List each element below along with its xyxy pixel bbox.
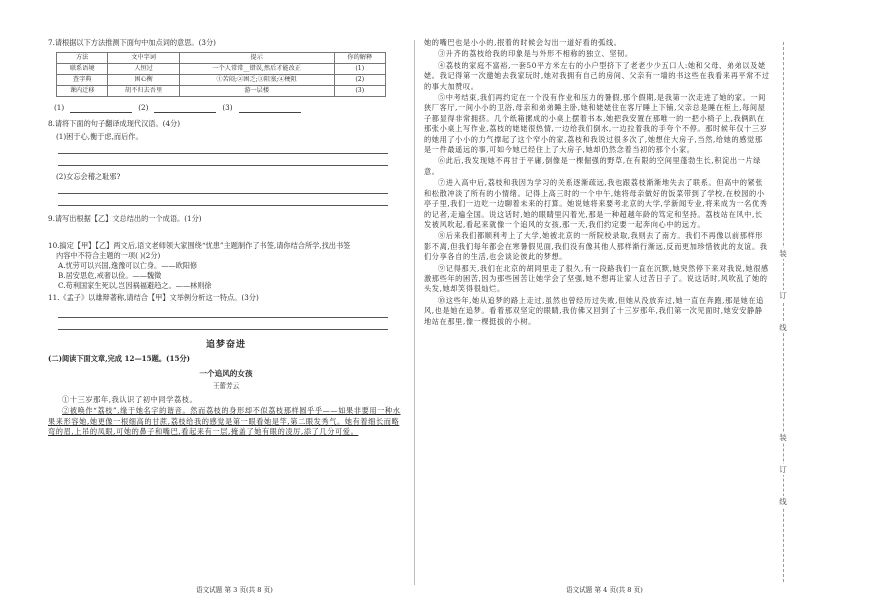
table-cell: (1) bbox=[334, 64, 385, 75]
answer-blank[interactable] bbox=[239, 104, 301, 113]
binding-word: 订 bbox=[776, 464, 790, 475]
q10-option-c: C.苟利国家生死以,岂因祸福避趋之。——林则徐 bbox=[58, 281, 212, 290]
part2-heading: (二)阅读下面文章,完成 12—15题。(15分) bbox=[48, 354, 191, 363]
binding-word: 线 bbox=[776, 322, 790, 333]
table-header-row bbox=[57, 53, 386, 64]
table-cell: 联系语境 bbox=[57, 64, 108, 75]
q10-option-b: B.居安思危,戒奢以俭。——魏徵 bbox=[58, 271, 162, 280]
left-page bbox=[48, 38, 404, 439]
right-page bbox=[424, 38, 770, 328]
table-cell: 课内迁移 bbox=[57, 86, 108, 97]
section-title: 追梦奋进 bbox=[205, 340, 246, 350]
q10-stem: 10.搞定【甲】【乙】两文后,语文老师领大家围绕“忧患”主题制作了书签,请你结合所学,找出书签 bbox=[48, 241, 351, 250]
table-row bbox=[57, 64, 386, 75]
table-cell: (3) bbox=[334, 86, 385, 97]
q10-stem-cont: 内容中不符合主题的一项( )(2分) bbox=[56, 251, 161, 260]
table-header: 文中字词 bbox=[108, 53, 179, 64]
table-cell: 游一层楼 bbox=[179, 86, 334, 97]
table-header: 你的解释 bbox=[334, 53, 385, 64]
paragraph: ⑨记得那天,我们在北京的胡同里走了很久,有一段路我们一直在沉默,她突然停下来对我说,她很感激那些年的困苦,因为那些困苦让她学会了坚强,她不想再让家人过苦日子了。说这话时,风吹乱了她的头发,她却笑得很灿烂。 bbox=[424, 263, 769, 294]
paragraph: ⑩这些年,她从追梦的路上走过,虽然也曾经历过失败,但她从没放弃过,她一直在奔跑,那是她在追风,也是她在追梦。看着那双坚定的眼睛,我仿佛又回到了十三岁那年,我们第一次见面时,她安安静静地站在那里,像一棵挺拔的小树。 bbox=[424, 295, 764, 326]
page-footer: 语文试题 第 3 页(共 8 页) bbox=[196, 586, 273, 594]
paragraph: ④荔枝的家庭不富裕,一套50平方米左右的小户型挤下了老老少少五口人:她和父母、弟弟以及姥姥。我记得第一次邀她去我家玩时,她对我拥有自己的房间、父亲有一墙的书这些在我看来再平常不过的事大加赞叹。 bbox=[424, 60, 770, 91]
table-cell: 一个人常常__错误,然后才能改正 bbox=[179, 64, 334, 75]
table-cell: 查字典 bbox=[57, 75, 108, 86]
table-cell: 胡不归去吾里 bbox=[108, 86, 179, 97]
page-footer: 语文试题 第 4 页(共 8 页) bbox=[566, 586, 643, 594]
q8-sentence-1: (1)困于心,衡于虑,而后作。 bbox=[56, 132, 143, 141]
article-title: 一个追风的女孩 bbox=[199, 369, 253, 378]
table-cell: 人恒过 bbox=[108, 64, 179, 75]
answer-line[interactable] bbox=[58, 182, 388, 194]
paragraph: ⑤中考结束,我们再约定在一个没有作业和压力的暑假,那个假期,是我第一次走进了她的家。一间狭厂客厅,一间小小的卫浴,母亲和弟弟睡主卧,她和姥姥住在客厅睡上下铺,父亲总是睡在柜上,每间屋子都显得非常拥挤。几个纸箱摞成的小桌上摆着书本,她把我安置在那唯一的一把小椅子上,我俩趴在那张小桌上写作业,荔枝的姥姥很热情,一边给我们倒水,一边拉着我的手夸个不停。那时候年仅十三岁的她用了小小的力气撑起了这个窄小的家,荔枝和我说过很多次了,她想住大房子,当然,给她的感觉那是一件最遥远的事,可如今她已经住上了大房子,她却仍然念着当初的那个小家。 bbox=[424, 93, 768, 155]
paragraph: ③升齐的荔枝给我的印象是与外形不相称的独立、坚韧。 bbox=[438, 49, 633, 59]
paragraph: ⑧后来我们都顺利考上了大学,她被北京的一所院校录取,我则去了南方。我们不再像以前那样形影不离,但我们每年都会在寒暑假见面,我们没有像其他人那样渐行渐远,反而更加珍惜彼此的友谊。我们分享各自的生活,也会谈论彼此的梦想。 bbox=[424, 231, 768, 262]
table-cell: ①苦闷;②困乏;③阻塞;④梗阻 bbox=[179, 75, 334, 86]
table-header: 方法 bbox=[57, 53, 108, 64]
q8-stem: 8.请将下面的句子翻译成现代汉语。(4分) bbox=[48, 119, 181, 128]
blank-label: (1) bbox=[54, 103, 65, 112]
binding-word: 订 bbox=[776, 290, 790, 301]
paragraph: ①十三岁那年,我认识了初中同学荔枝。 bbox=[62, 395, 198, 404]
table-row bbox=[57, 75, 386, 86]
page-divider bbox=[414, 40, 415, 585]
table-header: 提示 bbox=[179, 53, 334, 64]
answer-blank[interactable] bbox=[70, 104, 132, 113]
paragraph: ②被唤作“荔枝”,缘于她名字的谐音。然而荔枝的身形却不似荔枝那样圆乎乎——如果非要用一种水果来形容她,她更像一根细高的甘蔗,荔枝给我的感觉是第一眼看她是竿,第二眼发秀气。她有着细长而略弯的眉,上吊的凤眼,可她的鼻子和嘴巴,看起来有一层,掩盖了她有眼的凌厉,添了几分可爱。 bbox=[48, 406, 401, 437]
q8-sentence-2: (2)女忘会稽之耻邪? bbox=[56, 172, 121, 181]
paragraph: 她的嘴巴也是小小的,抿着的时候会勾出一道好看的弧线。 bbox=[424, 38, 622, 47]
answer-line[interactable] bbox=[58, 194, 388, 206]
binding-word: 装 bbox=[776, 248, 790, 259]
q7-answer-blanks bbox=[54, 103, 404, 113]
paragraph: ⑦进入高中后,荔枝和我因为学习的关系逐渐疏远,我也跟荔枝渐渐地失去了联系。但高中的紧张和松散冲淡了所有的小情绪。记得上高三时的一个中午,她将母亲做好的饭菜带到了学校,在校园的小亭子里,我们一边吃一边聊着未来的打算。她说她将来要考北京的大学,学新闻专业,将来成为一名优秀的记者,走遍全国。说这话时,她的眼睛里闪着光,那是一种超越年龄的笃定和坚持。荔枝站在风中,长发被风吹起,看起来就像一个追风的女孩,那一天,我们约定要一起奔向心中的远方。 bbox=[424, 178, 768, 229]
answer-line[interactable] bbox=[58, 306, 388, 318]
answer-line[interactable] bbox=[58, 318, 388, 330]
table-cell: 困心衡 bbox=[108, 75, 179, 86]
blank-label: (2) bbox=[138, 103, 149, 112]
article-author: 王蕾芳云 bbox=[212, 382, 240, 390]
binding-word: 装 bbox=[776, 432, 790, 443]
answer-line[interactable] bbox=[58, 142, 388, 154]
paragraph: ⑥此后,我发现她不再甘于平庸,倒像是一棵倔强的野草,在有限的空间里蓬勃生长,积淀出一片绿意。 bbox=[424, 156, 762, 176]
q11-stem: 11.《孟子》以雄辩著称,请结合【甲】文举例分析这一特点。(3分) bbox=[48, 293, 259, 302]
binding-word: 线 bbox=[776, 496, 790, 507]
method-table bbox=[56, 52, 386, 97]
answer-blank[interactable] bbox=[154, 104, 216, 113]
q7-stem: 7.请根据以下方法推测下面句中加点词的意思。(3分) bbox=[48, 38, 216, 47]
q9-stem: 9.请写出根据【乙】文总结出的一个成语。(1分) bbox=[48, 214, 202, 223]
table-cell: (2) bbox=[334, 75, 385, 86]
blank-label: (3) bbox=[222, 103, 233, 112]
table-row bbox=[57, 86, 386, 97]
answer-line[interactable] bbox=[58, 154, 388, 166]
q10-option-a: A.忧劳可以兴国,逸豫可以亡身。——欧阳修 bbox=[58, 261, 198, 270]
